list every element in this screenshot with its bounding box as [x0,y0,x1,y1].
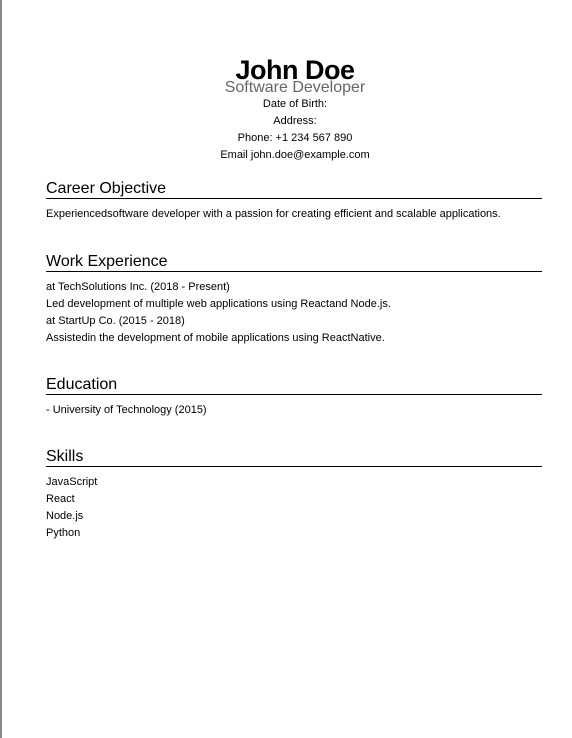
section-heading-work: Work Experience [46,253,542,272]
email: Email john.doe@example.com [220,149,370,161]
section-heading-career: Career Objective [46,180,542,199]
skills-section [46,448,542,542]
section-heading-skills: Skills [46,448,542,467]
work-experience-section [46,253,542,347]
work-line: at StartUp Co. (2015 - 2018) [46,315,185,327]
section-heading-education: Education [46,376,542,395]
phone: Phone: +1 234 567 890 [237,132,353,144]
skill-item: React [46,493,75,505]
work-line: at TechSolutions Inc. (2018 - Present) [46,281,230,293]
skill-item: Node.js [46,510,84,522]
date-of-birth: Date of Birth: [262,98,328,110]
skill-item: JavaScript [46,476,98,488]
work-line: Assistedin the development of mobile applications using ReactNative. [46,332,385,344]
person-name: John Doe [235,55,355,85]
education-line: - University of Technology (2015) [46,404,207,416]
education-section [46,376,542,419]
work-line: Led development of multiple web applications using Reactand Node.js. [46,298,391,310]
resume-header [2,55,572,164]
job-title: Software Developer [224,79,366,96]
career-objective-text: Experiencedsoftware developer with a passion for creating efficient and scalable applications. [46,208,501,220]
skill-item: Python [46,527,81,539]
career-objective-section [46,180,542,223]
address: Address: [273,115,317,127]
